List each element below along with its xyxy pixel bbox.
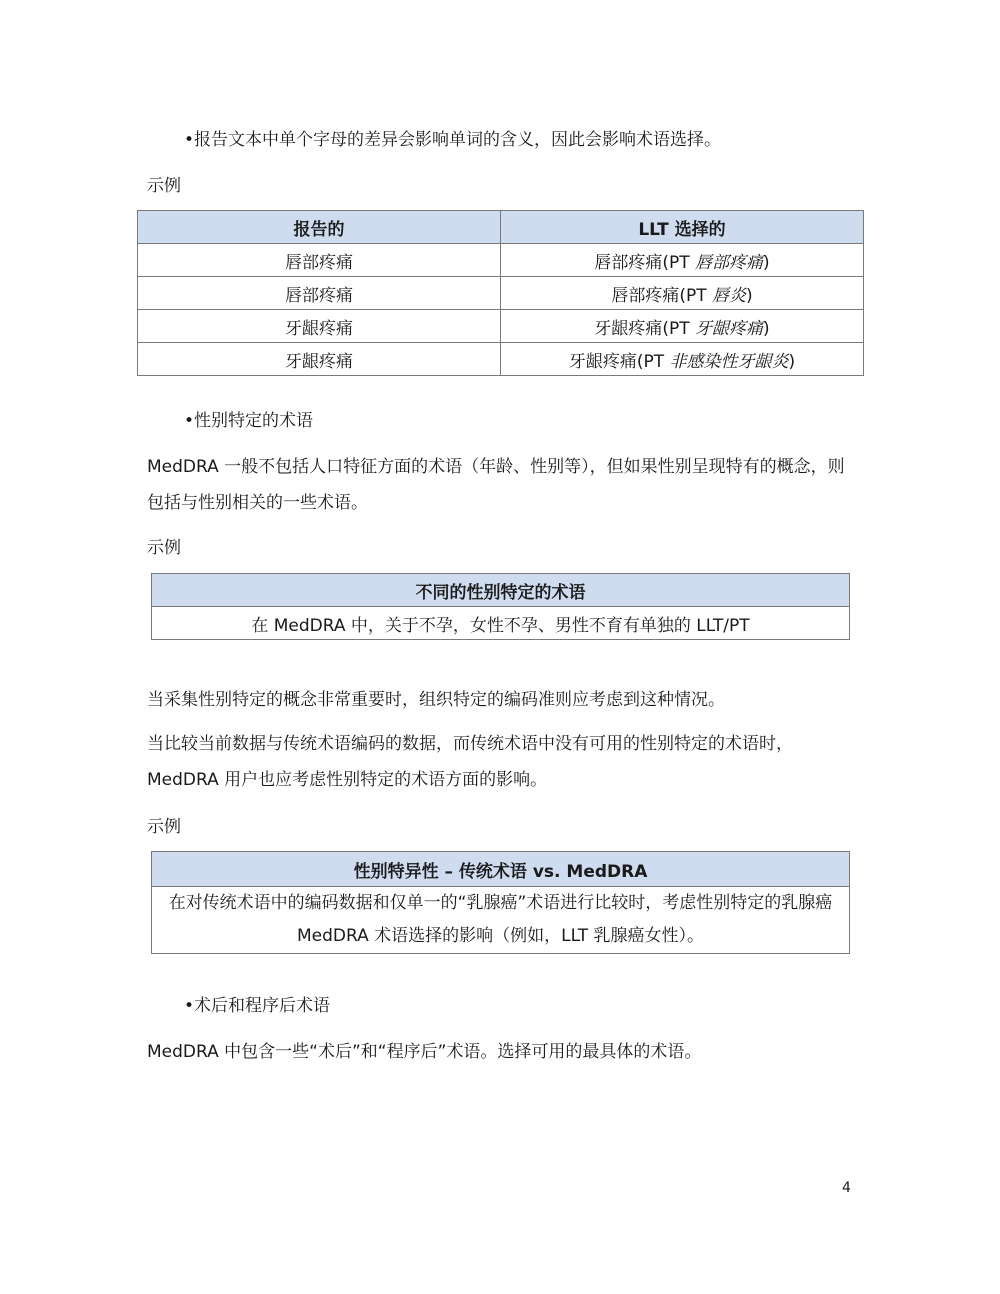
example-label: 示例 <box>147 817 181 837</box>
example-label: 示例 <box>147 538 181 558</box>
table2-header: 不同的性别特定的术语 <box>152 574 850 607</box>
header-llt-selected: LLT 选择的 <box>501 211 864 244</box>
llt-cell: 牙龈疼痛(PT 非感染性牙龈炎) <box>501 343 864 376</box>
reported-cell: 牙龈疼痛 <box>138 310 501 343</box>
table-row <box>138 310 864 343</box>
table-row <box>138 343 864 376</box>
postop-bullet: •术后和程序后术语 <box>184 996 331 1016</box>
table-row <box>152 607 850 640</box>
reported-cell: 唇部疼痛 <box>138 277 501 310</box>
page-number: 4 <box>842 1180 851 1196</box>
example-label: 示例 <box>147 176 181 196</box>
table-header-row <box>152 852 850 887</box>
reported-cell: 唇部疼痛 <box>138 244 501 277</box>
spelling-example-table <box>137 210 864 376</box>
llt-cell: 牙龈疼痛(PT 牙龈疼痛) <box>501 310 864 343</box>
gender-terms-table <box>151 573 850 640</box>
table-row <box>152 887 850 954</box>
llt-cell: 唇部疼痛(PT 唇炎) <box>501 277 864 310</box>
gender-legacy-table <box>151 851 850 954</box>
intro-bullet: •报告文本中单个字母的差异会影响单词的含义，因此会影响术语选择。 <box>184 130 722 150</box>
postop-paragraph: MedDRA 中包含一些“术后”和“程序后”术语。选择可用的最具体的术语。 <box>147 1042 702 1062</box>
table-row <box>138 244 864 277</box>
table-header-row <box>138 211 864 244</box>
header-reported: 报告的 <box>138 211 501 244</box>
table3-cell: 在对传统术语中的编码数据和仅单一的“乳腺癌”术语进行比较时，考虑性别特定的乳腺癌 MedDRA 术语选择的影响（例如，LLT 乳腺癌女性）。 <box>152 887 850 954</box>
gender-paragraph: MedDRA 一般不包括人口特征方面的术语（年龄、性别等），但如果性别呈现特有的概念，则包括与性别相关的一些术语。 <box>147 457 845 513</box>
legacy-compare-paragraph: 当比较当前数据与传统术语编码的数据，而传统术语中没有可用的性别特定的术语时，MedDRA 用户也应考虑性别特定的术语方面的影响。 <box>147 734 793 790</box>
table-header-row <box>152 574 850 607</box>
table2-cell: 在 MedDRA 中，关于不孕，女性不孕、男性不育有单独的 LLT/PT <box>152 607 850 640</box>
reported-cell: 牙龈疼痛 <box>138 343 501 376</box>
org-guidelines-paragraph: 当采集性别特定的概念非常重要时，组织特定的编码准则应考虑到这种情况。 <box>147 690 725 710</box>
llt-cell: 唇部疼痛(PT 唇部疼痛) <box>501 244 864 277</box>
table-row <box>138 277 864 310</box>
gender-bullet: •性别特定的术语 <box>184 411 314 431</box>
table3-header: 性别特异性 – 传统术语 vs. MedDRA <box>152 852 850 887</box>
